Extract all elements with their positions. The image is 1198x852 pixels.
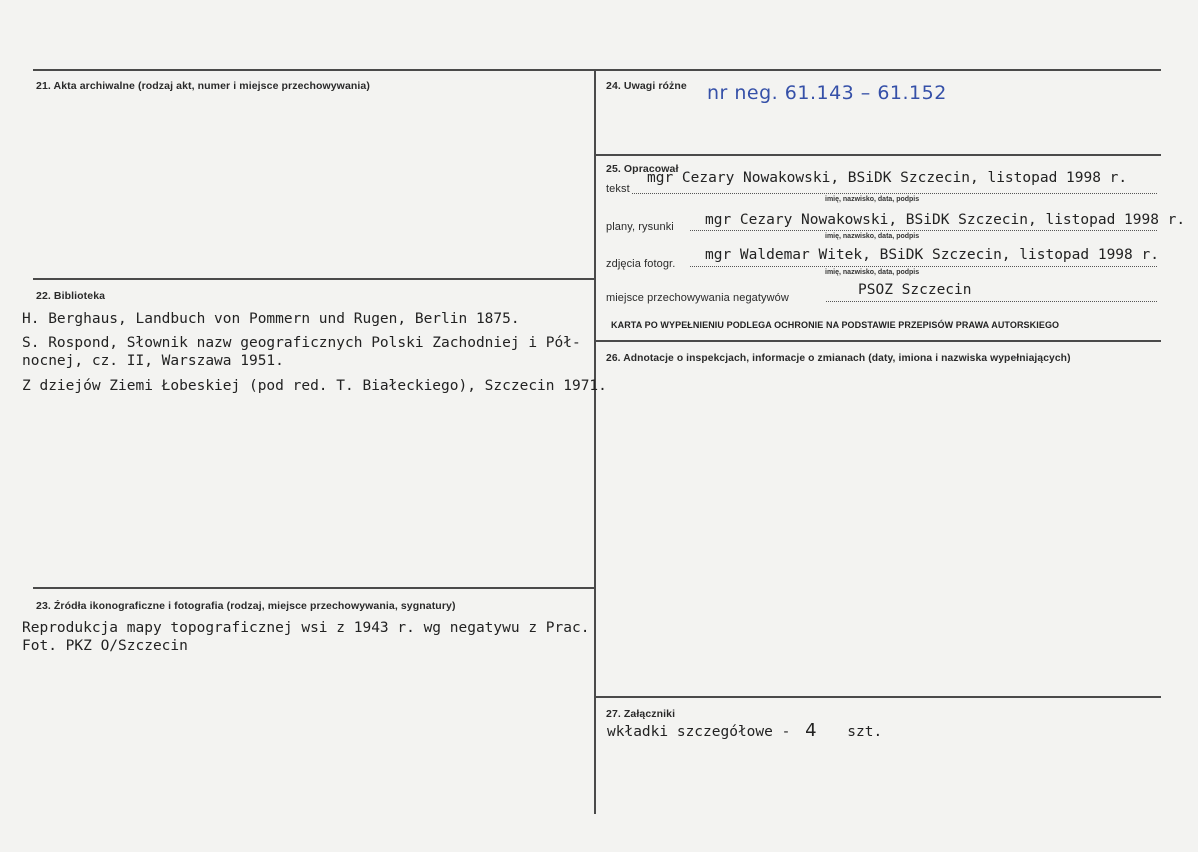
iconography-line: Fot. PKZ O/Szczecin xyxy=(22,638,188,654)
zdjecia-value: mgr Waldemar Witek, BSiDK Szczecin, listopad 1998 r. xyxy=(705,247,1159,263)
copyright-warning: KARTA PO WYPEŁNIENIU PODLEGA OCHRONIE NA PODSTAWIE PRZEPISÓW PRAWA AUTORSKIEGO xyxy=(611,320,1060,330)
attachments-value xyxy=(607,720,882,741)
attachments-suffix: szt. xyxy=(847,724,883,740)
section-27-label: 27. Załączniki xyxy=(606,708,676,720)
rule-21-22 xyxy=(33,278,595,280)
section-24-label: 24. Uwagi różne xyxy=(606,80,687,92)
attachments-prefix: wkładki szczegółowe - xyxy=(607,724,791,740)
rule-25-26 xyxy=(595,340,1161,342)
rule-24-25 xyxy=(595,154,1161,156)
bibliography-entry: nocnej, cz. II, Warszawa 1951. xyxy=(22,353,284,369)
negatywy-value: PSOZ Szczecin xyxy=(858,282,972,298)
negatywy-label: miejsce przechowywania negatywów xyxy=(606,292,789,304)
tekst-dotted-line xyxy=(632,193,1157,194)
bibliography-entry: Z dziejów Ziemi Łobeskiej (pod red. T. Białeckiego), Szczecin 1971. xyxy=(22,378,607,394)
section-26-label: 26. Adnotacje o inspekcjach, informacje o zmianach (daty, imiona i nazwiska wypełniających) xyxy=(606,353,1071,364)
section-25-label: 25. Opracował xyxy=(606,163,679,175)
bibliography-entry: H. Berghaus, Landbuch von Pommern und Rugen, Berlin 1875. xyxy=(22,311,520,327)
bibliography-entry: S. Rospond, Słownik nazw geograficznych Polski Zachodniej i Pół- xyxy=(22,335,581,351)
attachments-count: 4 xyxy=(805,720,817,741)
rule-26-27 xyxy=(595,696,1161,698)
zdjecia-dotted-line xyxy=(690,266,1157,267)
plany-value: mgr Cezary Nowakowski, BSiDK Szczecin, listopad 1998 r. xyxy=(705,212,1186,228)
section-22-label: 22. Biblioteka xyxy=(36,290,106,302)
tekst-label: tekst xyxy=(606,183,630,195)
zdjecia-label: zdjęcia fotogr. xyxy=(606,258,676,270)
plany-caption: imię, nazwisko, data, podpis xyxy=(825,233,920,240)
center-divider xyxy=(594,69,596,814)
rule-22-23 xyxy=(33,587,595,589)
section-21-label: 21. Akta archiwalne (rodzaj akt, numer i miejsce przechowywania) xyxy=(36,80,370,92)
plany-label: plany, rysunki xyxy=(606,221,674,233)
plany-dotted-line xyxy=(690,230,1157,231)
tekst-value: mgr Cezary Nowakowski, BSiDK Szczecin, listopad 1998 r. xyxy=(647,170,1128,186)
negative-numbers-handwritten: nr neg. 61.143 – 61.152 xyxy=(707,82,947,104)
negatywy-dotted-line xyxy=(826,301,1157,302)
zdjecia-caption: imię, nazwisko, data, podpis xyxy=(825,269,920,276)
tekst-caption: imię, nazwisko, data, podpis xyxy=(825,196,920,203)
section-23-label: 23. Źródła ikonograficzne i fotografia (rodzaj, miejsce przechowywania, sygnatury) xyxy=(36,600,456,612)
top-rule xyxy=(33,69,1161,71)
iconography-line: Reprodukcja mapy topograficznej wsi z 1943 r. wg negatywu z Prac. xyxy=(22,620,590,636)
